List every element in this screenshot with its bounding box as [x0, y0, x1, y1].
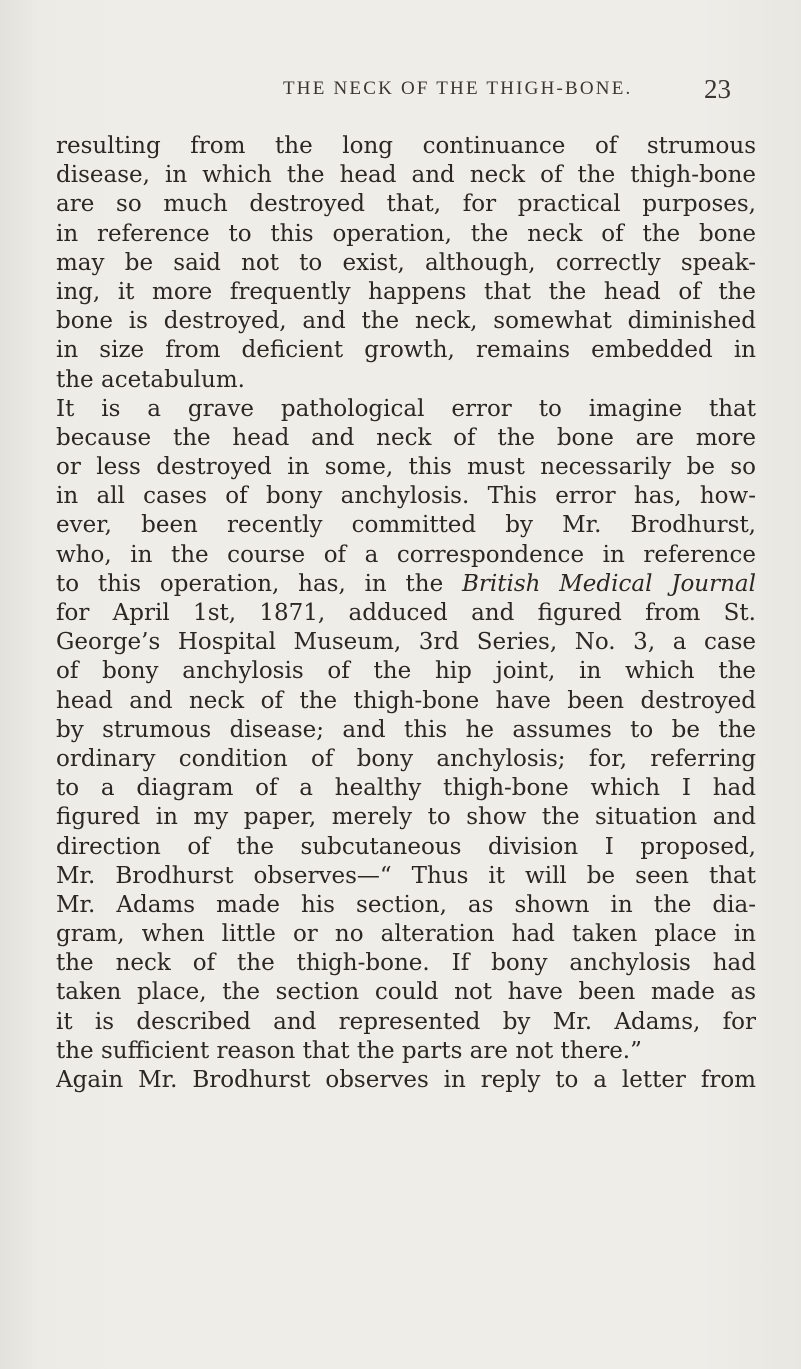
- text-line: Mr. Brodhurst observes—“ Thus it will be seen that: [56, 862, 756, 889]
- text-line: because the head and neck of the bone are more: [56, 424, 756, 451]
- text-line: in size from deficient growth, remains embedded in: [56, 337, 756, 364]
- text-line: in all cases of bony anchylosis. This error has, how-: [56, 483, 756, 510]
- text-line: or less destroyed in some, this must necessarily be so: [56, 454, 756, 481]
- text-line: figured in my paper, merely to show the situation and: [56, 804, 756, 831]
- text-line: it is described and represented by Mr. Adams, for: [56, 1008, 756, 1035]
- text-line: who, in the course of a correspondence in reference: [56, 541, 756, 568]
- text-line: for April 1st, 1871, adduced and figured from St.: [56, 600, 756, 626]
- text-line: taken place, the section could not have been made as: [56, 979, 756, 1006]
- text-line: resulting from the long continuance of strumous: [56, 133, 756, 159]
- page-header: [0, 76, 801, 112]
- body-text: [56, 132, 756, 1095]
- text-line: disease, in which the head and neck of the thigh-bone: [56, 162, 756, 189]
- text-line: gram, when little or no alteration had taken place in: [56, 921, 756, 948]
- text-line: the acetabulum.: [56, 366, 245, 393]
- text-line: may be said not to exist, although, correctly speak-: [56, 249, 756, 276]
- page-number: 23: [704, 74, 731, 104]
- text-line: by strumous disease; and this he assumes to be the: [56, 716, 756, 743]
- text-line: ordinary condition of bony anchylosis; for, referring: [56, 745, 756, 772]
- text-line-journal-before: to this operation, has, in the: [56, 570, 462, 597]
- text-line: bone is destroyed, and the neck, somewhat diminished: [56, 308, 756, 335]
- text-line: the neck of the thigh-bone. If bony anchylosis had: [56, 950, 756, 977]
- text-line: in reference to this operation, the neck of the bone: [56, 220, 756, 247]
- text-line: Mr. Adams made his section, as shown in the dia-: [56, 891, 756, 918]
- text-line: head and neck of the thigh-bone have been destroyed: [56, 687, 756, 714]
- text-line: It is a grave pathological error to imagine that: [56, 395, 756, 422]
- text-line: George’s Hospital Museum, 3rd Series, No. 3, a case: [56, 629, 756, 656]
- text-line: direction of the subcutaneous division I proposed,: [56, 833, 756, 860]
- running-head: THE NECK OF THE THIGH-BONE.: [283, 78, 633, 99]
- text-line: are so much destroyed that, for practical purposes,: [56, 191, 756, 218]
- text-line: to a diagram of a healthy thigh-bone which I had: [56, 775, 756, 802]
- text-line: ing, it more frequently happens that the head of the: [56, 278, 756, 305]
- journal-title: British Medical Journal: [462, 570, 756, 597]
- text-line: the sufficient reason that the parts are not there.”: [56, 1037, 642, 1064]
- text-line: Again Mr. Brodhurst observes in reply to a letter from: [56, 1067, 756, 1093]
- text-line: of bony anchylosis of the hip joint, in which the: [56, 658, 756, 685]
- text-line-journal: [56, 570, 756, 599]
- text-line: ever, been recently committed by Mr. Brodhurst,: [56, 512, 756, 539]
